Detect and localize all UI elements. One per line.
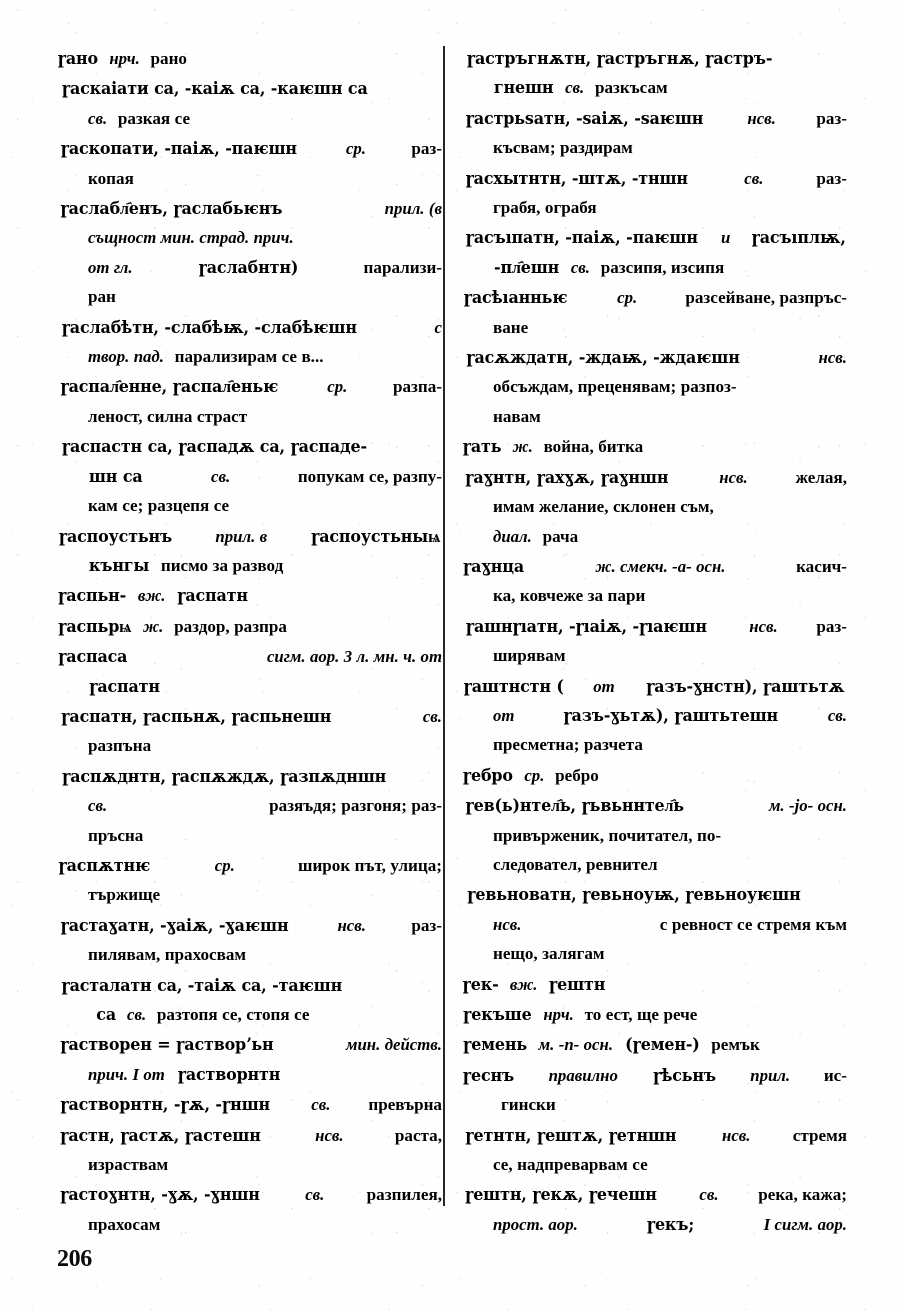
gloss-text: се, надпреварвам се — [493, 1155, 648, 1175]
entry-line — [462, 1061, 847, 1090]
headword-text: ɼасъıплѭ, — [751, 228, 846, 248]
entry-line — [462, 343, 847, 372]
gloss-text: то ест, ще рече — [584, 1005, 698, 1024]
gloss-text: ка, ковчеже за пари — [493, 586, 646, 606]
dictionary-entry — [57, 702, 442, 761]
gloss-text: разяъдя; разгоня; раз- — [269, 796, 442, 816]
entry-line — [462, 730, 847, 759]
gloss-text: разкая се — [117, 108, 191, 128]
grammar-abbrev: св. — [88, 108, 108, 128]
headword-text: ɼаскопати, -паіѫ, -паѥшн — [60, 139, 297, 159]
gloss-text: парализи- — [363, 257, 442, 277]
headword-text: ɼано — [57, 49, 98, 68]
headword-text: ɼекъ; — [647, 1214, 695, 1234]
entry-line — [57, 702, 442, 731]
gloss-text: следовател, ревнител — [493, 854, 658, 874]
headword-text: -пл҄ешн — [494, 257, 560, 277]
entry-line — [57, 1030, 442, 1059]
grammar-abbrev: прил. — [750, 1065, 791, 1085]
grammar-abbrev: с — [434, 317, 442, 337]
entry-line — [57, 1090, 442, 1119]
dictionary-entry — [57, 74, 442, 133]
entry-line — [57, 134, 442, 163]
gloss-text: писмо за развод — [160, 555, 284, 575]
dictionary-entry — [57, 642, 442, 701]
dictionary-entry — [57, 44, 442, 73]
gloss-text: гински — [501, 1095, 556, 1115]
entry-line — [57, 642, 442, 671]
entry-line — [57, 581, 442, 610]
entry-line — [57, 821, 442, 850]
headword-text: ɼекъше — [463, 1005, 532, 1024]
grammar-abbrev: I сигм. аор. — [763, 1214, 847, 1234]
gloss-text: ран — [88, 287, 116, 307]
gloss-text: стремя — [792, 1125, 847, 1145]
entry-line — [462, 1180, 847, 1209]
dictionary-entry — [462, 164, 847, 223]
gloss-text: късвам; раздирам — [493, 138, 633, 158]
entry-line — [462, 133, 847, 162]
entry-line — [462, 939, 847, 968]
gloss-text: раз- — [816, 108, 847, 128]
headword-text: ɼасхытнтн, -штѫ, -тншн — [465, 168, 688, 188]
headword-text: ɼать — [462, 437, 502, 457]
entry-line — [57, 522, 442, 551]
entry-line — [462, 850, 847, 879]
headword-text: ɼаскаіати са, -каіѫ са, -каѥшн са — [61, 79, 368, 99]
dictionary-entry — [57, 194, 442, 312]
grammar-abbrev: св. — [127, 1005, 147, 1024]
gloss-text: война, битка — [543, 437, 644, 457]
gloss-text: пилявам, прахосвам — [88, 945, 247, 965]
gloss-text: ремък — [711, 1035, 760, 1055]
left-column — [57, 44, 442, 1240]
dictionary-entry — [57, 1121, 442, 1180]
headword-text: ɼештн, ɼекѫ, ɼечешн — [464, 1185, 657, 1205]
headword-text: ɼаспатн, ɼаспьнѫ, ɼаспьнешн — [61, 706, 332, 726]
entry-line — [57, 164, 442, 193]
dictionary-entry — [57, 762, 442, 850]
dictionary-entry — [462, 880, 847, 968]
headword-text: ɼаспаса — [58, 647, 128, 667]
headword-text: ɼазъ-ɣьтѫ), ɼаштьтешн — [563, 705, 779, 725]
grammar-abbrev: св. — [699, 1185, 719, 1205]
headword-text: ɼаɣнца — [462, 556, 524, 576]
headword-text: ɼастрьsатн, -sаіѫ, -sаѥшн — [465, 108, 704, 128]
grammar-abbrev: св. — [744, 168, 764, 188]
headword-text: ɼасѣıанньѥ — [463, 288, 568, 308]
gloss-text: рано — [150, 49, 187, 68]
dictionary-entry — [462, 223, 847, 282]
dictionary-entry — [462, 1000, 847, 1029]
entry-line — [462, 164, 847, 193]
grammar-abbrev: ж. — [512, 437, 533, 457]
grammar-abbrev: ж. — [143, 616, 164, 636]
gloss-text: имам желание, склонен съм, — [493, 497, 714, 517]
entry-line — [57, 253, 442, 282]
entry-line — [57, 672, 442, 701]
entry-line — [462, 791, 847, 820]
dictionary-entry — [57, 1030, 442, 1089]
headword-text: ɼаспатн — [89, 676, 160, 696]
grammar-abbrev: нсв. — [722, 1125, 751, 1145]
entry-line — [57, 851, 442, 880]
grammar-abbrev: същност мин. страд. прич. — [88, 228, 294, 248]
headword-text: ɼаспѫднтн, ɼаспѫждѫ, ɼазпѫдншн — [62, 766, 387, 786]
entry-line — [462, 44, 847, 73]
gloss-text: грабя, ограбя — [493, 198, 597, 218]
gloss-text: ширявам — [493, 646, 566, 666]
headword-text: ɼастворнтн — [177, 1064, 280, 1084]
gloss-text: нещо, залягам — [493, 944, 605, 964]
entry-line — [462, 104, 847, 133]
grammar-abbrev: нрч. — [109, 49, 140, 68]
gloss-text: раз- — [411, 139, 442, 159]
grammar-abbrev: вж. — [137, 586, 166, 606]
dictionary-entry — [462, 1121, 847, 1180]
dictionary-entry — [462, 343, 847, 431]
entry-line — [462, 193, 847, 222]
entry-line — [462, 73, 847, 102]
entry-line — [462, 910, 847, 939]
headword-text: ɼаспал҄енне, ɼаспал҄еньѥ — [60, 377, 279, 397]
headword-text: ɼастворнтн, -ɼѫ, -ɼншн — [60, 1095, 271, 1115]
dictionary-entry — [462, 1061, 847, 1120]
grammar-abbrev: прил. в — [215, 526, 268, 546]
entry-line — [462, 1000, 847, 1029]
entry-line — [57, 551, 442, 580]
gloss-text: раз- — [816, 616, 847, 636]
dictionary-entry — [462, 104, 847, 163]
entry-line — [57, 223, 442, 252]
entry-line — [462, 552, 847, 581]
gloss-text: раз- — [411, 915, 442, 935]
headword-text: ɼаспастн са, ɼаспадѫ са, ɼаспаде- — [61, 437, 367, 457]
headword-text: ɼаспьрѩ — [58, 616, 132, 636]
gloss-text: разкъсам — [594, 78, 668, 98]
entry-line — [462, 283, 847, 312]
gloss-text: разсейване, разпръс- — [685, 288, 847, 308]
grammar-abbrev: прост. аор. — [493, 1214, 578, 1234]
headword-text: са — [96, 1005, 117, 1024]
headword-text: кънгы — [88, 555, 150, 575]
gloss-text: навам — [493, 406, 541, 426]
dictionary-entry — [462, 552, 847, 611]
gloss-text: парализирам се в... — [174, 347, 324, 367]
grammar-abbrev: вж. — [509, 974, 538, 994]
grammar-abbrev: нсв. — [747, 108, 776, 128]
gloss-text: копая — [88, 168, 134, 188]
grammar-abbrev: и — [720, 228, 731, 248]
entry-line — [462, 432, 847, 461]
entry-line — [462, 701, 847, 730]
entry-line — [57, 402, 442, 431]
entry-line — [57, 1060, 442, 1089]
grammar-abbrev: ср. — [327, 377, 348, 397]
gloss-text: раздор, разпра — [174, 616, 287, 636]
dictionary-entry — [57, 851, 442, 910]
entry-line — [462, 1030, 847, 1059]
grammar-abbrev: нсв. — [315, 1125, 344, 1145]
grammar-abbrev: нсв. — [337, 915, 366, 935]
headword-text: гнешн — [493, 78, 554, 98]
gloss-text: привърженик, почитател, по- — [493, 825, 722, 845]
entry-line — [462, 641, 847, 670]
entry-line — [462, 1090, 847, 1119]
entry-line — [57, 282, 442, 311]
grammar-abbrev: нсв. — [719, 467, 748, 487]
entry-line — [462, 581, 847, 610]
headword-text: ɼѣсьнъ — [652, 1065, 716, 1085]
headword-text: ɼастн, ɼастѫ, ɼастешн — [60, 1125, 261, 1145]
headword-text: ɼасталатн са, -таіѫ са, -таѥшн — [61, 975, 343, 995]
headword-text: ɼастоɣнтн, -ɣѫ, -ɣншн — [60, 1185, 260, 1205]
entry-line — [57, 342, 442, 371]
headword-text: ɼештн — [549, 974, 606, 994]
grammar-abbrev: св. — [211, 466, 231, 486]
entry-line — [462, 522, 847, 551]
dictionary-entry — [462, 791, 847, 879]
gloss-text: кам се; разцепя се — [88, 496, 230, 516]
grammar-abbrev: св. — [570, 257, 591, 277]
headword-text: ɼаштнстн ( — [463, 676, 564, 696]
grammar-abbrev: нсв. — [818, 348, 847, 368]
entry-line — [57, 1150, 442, 1179]
entry-line — [57, 194, 442, 223]
headword-text: ɼеснъ — [462, 1065, 515, 1085]
gloss-text: ис- — [823, 1065, 847, 1085]
entry-line — [57, 313, 442, 342]
gloss-text: разсипя, изсипя — [600, 257, 725, 277]
grammar-abbrev: прил. (в — [384, 199, 442, 219]
entry-line — [57, 1180, 442, 1209]
gloss-text: желая, — [795, 467, 847, 487]
dictionary-entry — [462, 612, 847, 671]
headword-text: ɼасѫждатн, -ждаѭ, -ждаѥшн — [466, 348, 740, 368]
entry-line — [462, 672, 847, 701]
headword-text: ɼастръгнѫтн, ɼастръгнѫ, ɼастръ- — [466, 49, 773, 68]
gloss-text: разтопя се, стопя се — [156, 1005, 310, 1024]
headword-text: шн са — [88, 466, 143, 486]
entry-line — [57, 104, 442, 133]
gloss-text: разпилея, — [366, 1185, 442, 1205]
entry-line — [57, 44, 442, 73]
headword-text: ɼаслабнтн) — [198, 257, 298, 277]
grammar-abbrev: мин. действ. — [345, 1035, 442, 1055]
gloss-text: превърна — [368, 1095, 442, 1115]
dictionary-entry — [462, 283, 847, 342]
headword-text: ɼаспоустьнъ — [58, 526, 173, 546]
right-column — [462, 44, 847, 1240]
entry-line — [57, 791, 442, 820]
grammar-abbrev: прич. I от — [88, 1064, 165, 1084]
entry-line — [57, 462, 442, 491]
grammar-abbrev: ср. — [524, 765, 545, 785]
entry-line — [462, 1150, 847, 1179]
page-number: 206 — [57, 1246, 92, 1272]
grammar-abbrev: м. -јо- осн. — [768, 796, 847, 816]
dictionary-entry — [462, 1030, 847, 1059]
headword-text: ɼаспѫтнѥ — [58, 855, 151, 875]
entry-line — [57, 971, 442, 1000]
entry-line — [57, 880, 442, 909]
headword-text: (ɼемен-) — [624, 1035, 700, 1055]
grammar-abbrev: ср. — [617, 288, 638, 308]
entry-line — [462, 492, 847, 521]
entry-line — [462, 1121, 847, 1150]
entry-line — [462, 313, 847, 342]
gloss-text: разпа- — [392, 377, 442, 397]
headword-text: ɼасъıпатн, -паіѫ, -паѥшн — [465, 228, 698, 248]
dictionary-entry — [57, 372, 442, 431]
grammar-abbrev: св. — [827, 705, 847, 725]
dictionary-entry — [57, 313, 442, 372]
gloss-text: попукам се, разпу- — [297, 466, 442, 486]
entry-line — [462, 970, 847, 999]
gloss-text: ребро — [555, 765, 599, 785]
headword-text: ɼемень — [462, 1035, 527, 1055]
entry-line — [57, 372, 442, 401]
headword-text: ɼашнɼıатн, -ɼıаіѫ, -ɼıаѥшн — [465, 616, 707, 636]
headword-text: ɼек- — [462, 974, 499, 994]
entry-line — [462, 463, 847, 492]
entry-line — [462, 372, 847, 401]
grammar-abbrev: ср. — [345, 139, 366, 159]
gloss-text: леност, силна страст — [88, 406, 248, 426]
headword-text: ɼаɣнтн, ɼахɣѫ, ɼаɣншн — [465, 467, 669, 487]
grammar-abbrev: м. -n- осн. — [538, 1035, 614, 1055]
dictionary-entry — [462, 1180, 847, 1239]
grammar-abbrev: диал. — [493, 526, 532, 546]
grammar-abbrev: правилно — [548, 1065, 618, 1085]
gloss-text: раста, — [394, 1125, 442, 1145]
headword-text: ɼебро — [462, 765, 513, 785]
dictionary-entry — [57, 1090, 442, 1119]
entry-line — [57, 612, 442, 641]
dictionary-entry — [57, 134, 442, 193]
entry-line — [57, 74, 442, 103]
headword-text: ɼаспоустьныѩ — [310, 526, 441, 546]
dictionary-entry — [462, 970, 847, 999]
gloss-text: пресметна; разчета — [493, 735, 643, 755]
grammar-abbrev: сигм. аор. 3 л. мн. ч. от — [266, 647, 442, 667]
entry-line — [462, 402, 847, 431]
headword-text: ɼев(ь)нтел҄ь, ɼьвьннтел҄ь — [465, 796, 684, 816]
dictionary-entry — [462, 463, 847, 551]
dictionary-entry — [57, 522, 442, 581]
grammar-abbrev: св. — [565, 78, 585, 98]
dictionary-entry — [57, 911, 442, 970]
gloss-text: раз- — [816, 168, 847, 188]
dictionary-entry — [462, 432, 847, 461]
headword-text: ɼаслабл҄енъ, ɼаслабьѥнъ — [60, 199, 283, 219]
entry-line — [462, 821, 847, 850]
column-divider-rule — [443, 46, 445, 1206]
grammar-abbrev: от — [593, 676, 615, 696]
entry-line — [57, 911, 442, 940]
gloss-text: касич- — [796, 556, 847, 576]
headword-text: ɼаспатн — [177, 586, 249, 606]
dictionary-entry — [57, 1180, 442, 1239]
headword-text: ɼетнтн, ɼештѫ, ɼетншн — [465, 1125, 677, 1145]
grammar-abbrev: св. — [305, 1185, 325, 1205]
grammar-abbrev: ср. — [214, 855, 235, 875]
entry-line — [462, 761, 847, 790]
grammar-abbrev: св. — [422, 706, 442, 726]
entry-line — [462, 223, 847, 252]
gloss-text: прахосам — [88, 1214, 161, 1234]
grammar-abbrev: нсв. — [749, 616, 778, 636]
headword-text: ɼастворен = ɼастворʼьн — [60, 1035, 274, 1055]
dictionary-entry — [57, 581, 442, 610]
dictionary-entry — [57, 612, 442, 641]
grammar-abbrev: св. — [88, 796, 108, 816]
gloss-text: с ревност се стремя към — [659, 914, 847, 934]
headword-text: ɼевьноватн, ɼевьноуѭ, ɼевьноуѥшн — [467, 885, 801, 905]
entry-line — [57, 1210, 442, 1239]
entry-line — [462, 612, 847, 641]
entry-line — [462, 253, 847, 282]
headword-text: ɼаспьн- — [58, 586, 127, 606]
dictionary-entry — [462, 761, 847, 790]
gloss-text: обсъждам, преценявам; разпоз- — [493, 377, 737, 397]
gloss-text: река, кажа; — [758, 1185, 847, 1205]
grammar-abbrev: от гл. — [88, 257, 133, 277]
grammar-abbrev: от — [493, 705, 515, 725]
dictionary-entry — [57, 432, 442, 520]
entry-line — [57, 731, 442, 760]
gloss-text: рача — [542, 526, 579, 546]
entry-line — [462, 1210, 847, 1239]
headword-text: ɼазъ-ɣнстн), ɼаштьтѫ — [645, 676, 844, 696]
headword-text: ɼаслабѣтн, -слабѣѭ, -слабѣѥшн — [61, 317, 357, 337]
dictionary-entry — [57, 971, 442, 1030]
gloss-text: разпъна — [88, 736, 152, 756]
grammar-abbrev: ж. смекч. -а- осн. — [595, 556, 726, 576]
entry-line — [462, 880, 847, 909]
gloss-text: тържище — [88, 885, 161, 905]
grammar-abbrev: св. — [311, 1095, 331, 1115]
gloss-text: израствам — [88, 1155, 169, 1175]
entry-line — [57, 1121, 442, 1150]
gloss-text: ване — [493, 317, 529, 337]
entry-line — [57, 762, 442, 791]
entry-line — [57, 940, 442, 969]
entry-line — [57, 432, 442, 461]
gloss-text: широк път, улица; — [298, 855, 442, 875]
entry-line — [57, 491, 442, 520]
headword-text: ɼастаɣатн, -ɣаіѫ, -ɣаѥшн — [60, 915, 289, 935]
grammar-abbrev: твор. пад. — [88, 347, 164, 367]
gloss-text: пръсна — [88, 825, 144, 845]
grammar-abbrev: нсв. — [493, 914, 522, 934]
dictionary-entry — [462, 44, 847, 103]
grammar-abbrev: нрч. — [543, 1005, 574, 1024]
dictionary-entry — [462, 672, 847, 760]
entry-line — [57, 1000, 442, 1029]
